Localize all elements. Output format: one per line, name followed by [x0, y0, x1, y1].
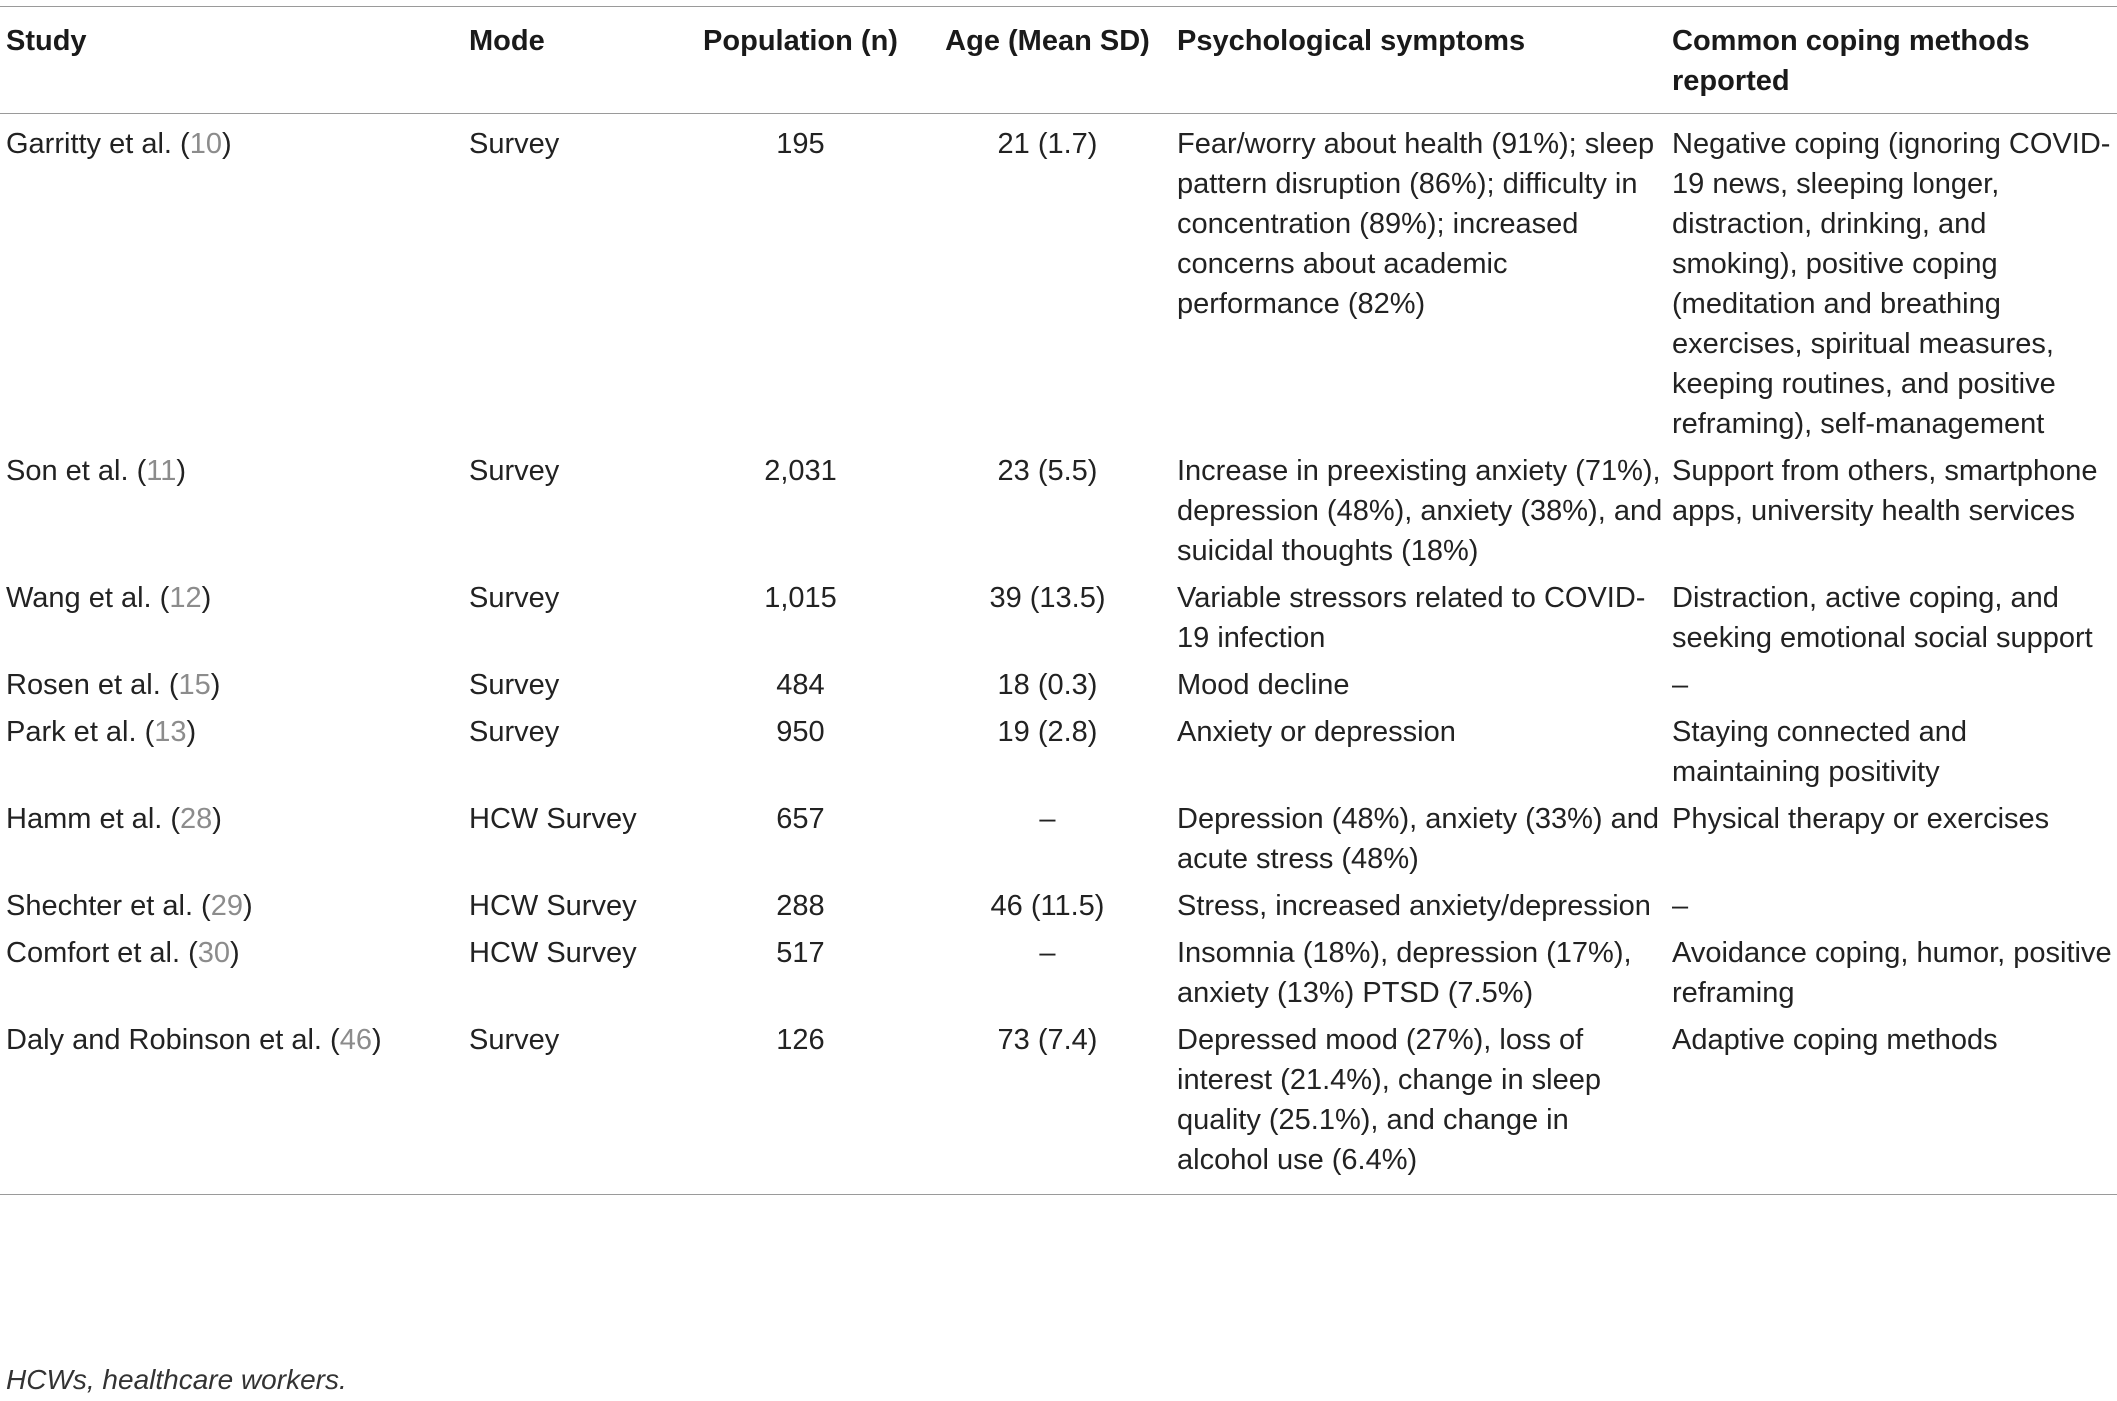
cell-study — [0, 451, 463, 578]
cell-age: – — [1039, 803, 1056, 835]
header-age: Age (Mean SD) — [945, 25, 1150, 57]
cell-population: 126 — [776, 1024, 825, 1056]
cell-population: 517 — [776, 937, 825, 969]
cell-study — [0, 665, 463, 712]
cell-mode: Survey — [469, 1024, 560, 1056]
study-paren: ) — [186, 716, 197, 748]
reference-link[interactable]: 12 — [169, 582, 202, 614]
cell-mode: Survey — [469, 455, 560, 487]
table-row — [0, 578, 2117, 665]
cell-coping: Physical therapy or exercises — [1672, 803, 2050, 835]
cell-symptoms: Stress, increased anxiety/depression — [1177, 890, 1651, 922]
cell-age: 73 (7.4) — [997, 1024, 1098, 1056]
study-name: Garritty et al. ( — [6, 128, 190, 160]
cell-age: 19 (2.8) — [997, 716, 1098, 748]
cell-population: 1,015 — [764, 582, 837, 614]
reference-link[interactable]: 46 — [339, 1024, 372, 1056]
cell-age: 23 (5.5) — [997, 455, 1098, 487]
cell-population: 657 — [776, 803, 825, 835]
cell-mode: HCW Survey — [469, 937, 637, 969]
cell-symptoms: Mood decline — [1177, 669, 1350, 701]
cell-coping: – — [1672, 669, 1689, 701]
table-row — [0, 799, 2117, 886]
cell-study — [0, 712, 463, 799]
cell-study — [0, 1020, 463, 1195]
cell-mode: Survey — [469, 582, 560, 614]
table-row — [0, 451, 2117, 578]
cell-age: – — [1039, 937, 1056, 969]
reference-link[interactable]: 30 — [197, 937, 231, 969]
cell-coping: – — [1672, 890, 1689, 922]
table-footnote: HCWs, healthcare workers. — [6, 1364, 347, 1395]
reference-link[interactable]: 29 — [210, 890, 243, 922]
table-row — [0, 114, 2117, 452]
study-paren: ) — [210, 669, 221, 701]
cell-symptoms: Depression (48%), anxiety (33%) and acute stress (48%) — [1177, 803, 1659, 875]
study-name: Shechter et al. ( — [6, 890, 211, 922]
study-name: Rosen et al. ( — [6, 669, 179, 701]
cell-study — [0, 114, 463, 452]
study-name: Hamm et al. ( — [6, 803, 181, 835]
cell-population: 484 — [776, 669, 825, 701]
cell-coping: Adaptive coping methods — [1672, 1024, 1998, 1056]
study-paren: ) — [221, 128, 232, 160]
table-row — [0, 1020, 2117, 1195]
cell-population: 195 — [776, 128, 825, 160]
cell-mode: Survey — [469, 669, 560, 701]
table-body — [0, 114, 2117, 1195]
cell-study — [0, 886, 463, 933]
cell-coping: Avoidance coping, humor, positive reframing — [1672, 937, 2112, 1009]
header-study: Study — [6, 25, 87, 57]
table-row — [0, 712, 2117, 799]
cell-coping: Support from others, smartphone apps, university health services — [1672, 455, 2098, 527]
cell-study — [0, 799, 463, 886]
cell-mode: HCW Survey — [469, 890, 637, 922]
table-row — [0, 886, 2117, 933]
header-coping: Common coping methods reported — [1672, 25, 2030, 97]
cell-coping: Negative coping (ignoring COVID-19 news, sleeping longer, distraction, drinking, and smoking), positive coping (meditation and breathing exercises, spiritual measures, keeping routines, and positive reframing), self-management — [1672, 128, 2111, 440]
cell-population: 288 — [776, 890, 825, 922]
studies-table — [0, 6, 2117, 1195]
header-mode: Mode — [469, 25, 545, 57]
cell-mode: Survey — [469, 716, 560, 748]
table-row — [0, 933, 2117, 1020]
study-paren: ) — [371, 1024, 382, 1056]
cell-symptoms: Insomnia (18%), depression (17%), anxiety (13%) PTSD (7.5%) — [1177, 937, 1632, 1009]
cell-study — [0, 578, 463, 665]
cell-population: 950 — [776, 716, 825, 748]
study-paren: ) — [230, 937, 240, 969]
study-paren: ) — [212, 803, 222, 835]
table-row — [0, 665, 2117, 712]
cell-mode: HCW Survey — [469, 803, 637, 835]
study-name: Daly and Robinson et al. ( — [6, 1024, 340, 1056]
cell-age: 18 (0.3) — [997, 669, 1098, 701]
cell-symptoms: Variable stressors related to COVID-19 infection — [1177, 582, 1646, 654]
cell-age: 21 (1.7) — [997, 128, 1098, 160]
study-name: Son et al. ( — [6, 455, 147, 487]
reference-link[interactable]: 15 — [178, 669, 211, 701]
cell-age: 39 (13.5) — [989, 582, 1106, 614]
cell-symptoms: Fear/worry about health (91%); sleep pattern disruption (86%); difficulty in concentration (89%); increased concerns about academic performance (82%) — [1177, 128, 1655, 320]
table-header — [0, 7, 2117, 114]
header-symptoms: Psychological symptoms — [1177, 25, 1526, 57]
header-population: Population (n) — [703, 25, 898, 57]
header-row — [0, 7, 2117, 114]
cell-study — [0, 933, 463, 1020]
cell-symptoms: Anxiety or depression — [1177, 716, 1456, 748]
cell-age: 46 (11.5) — [990, 890, 1105, 922]
reference-link[interactable]: 11 — [146, 455, 177, 487]
cell-symptoms: Increase in preexisting anxiety (71%), depression (48%), anxiety (38%), and suicidal thoughts (18%) — [1177, 455, 1663, 567]
reference-link[interactable]: 13 — [154, 716, 187, 748]
cell-population: 2,031 — [764, 455, 837, 487]
cell-coping: Distraction, active coping, and seeking emotional social support — [1672, 582, 2093, 654]
reference-link[interactable]: 10 — [189, 128, 222, 160]
cell-symptoms: Depressed mood (27%), loss of interest (21.4%), change in sleep quality (25.1%), and change in alcohol use (6.4%) — [1177, 1024, 1601, 1176]
cell-coping: Staying connected and maintaining positivity — [1672, 716, 1968, 788]
study-name: Park et al. ( — [6, 716, 155, 748]
study-name: Comfort et al. ( — [6, 937, 198, 969]
study-name: Wang et al. ( — [6, 582, 170, 614]
study-paren: ) — [201, 582, 212, 614]
study-paren: ) — [176, 455, 187, 487]
reference-link[interactable]: 28 — [180, 803, 213, 835]
cell-mode: Survey — [469, 128, 560, 160]
study-paren: ) — [242, 890, 253, 922]
